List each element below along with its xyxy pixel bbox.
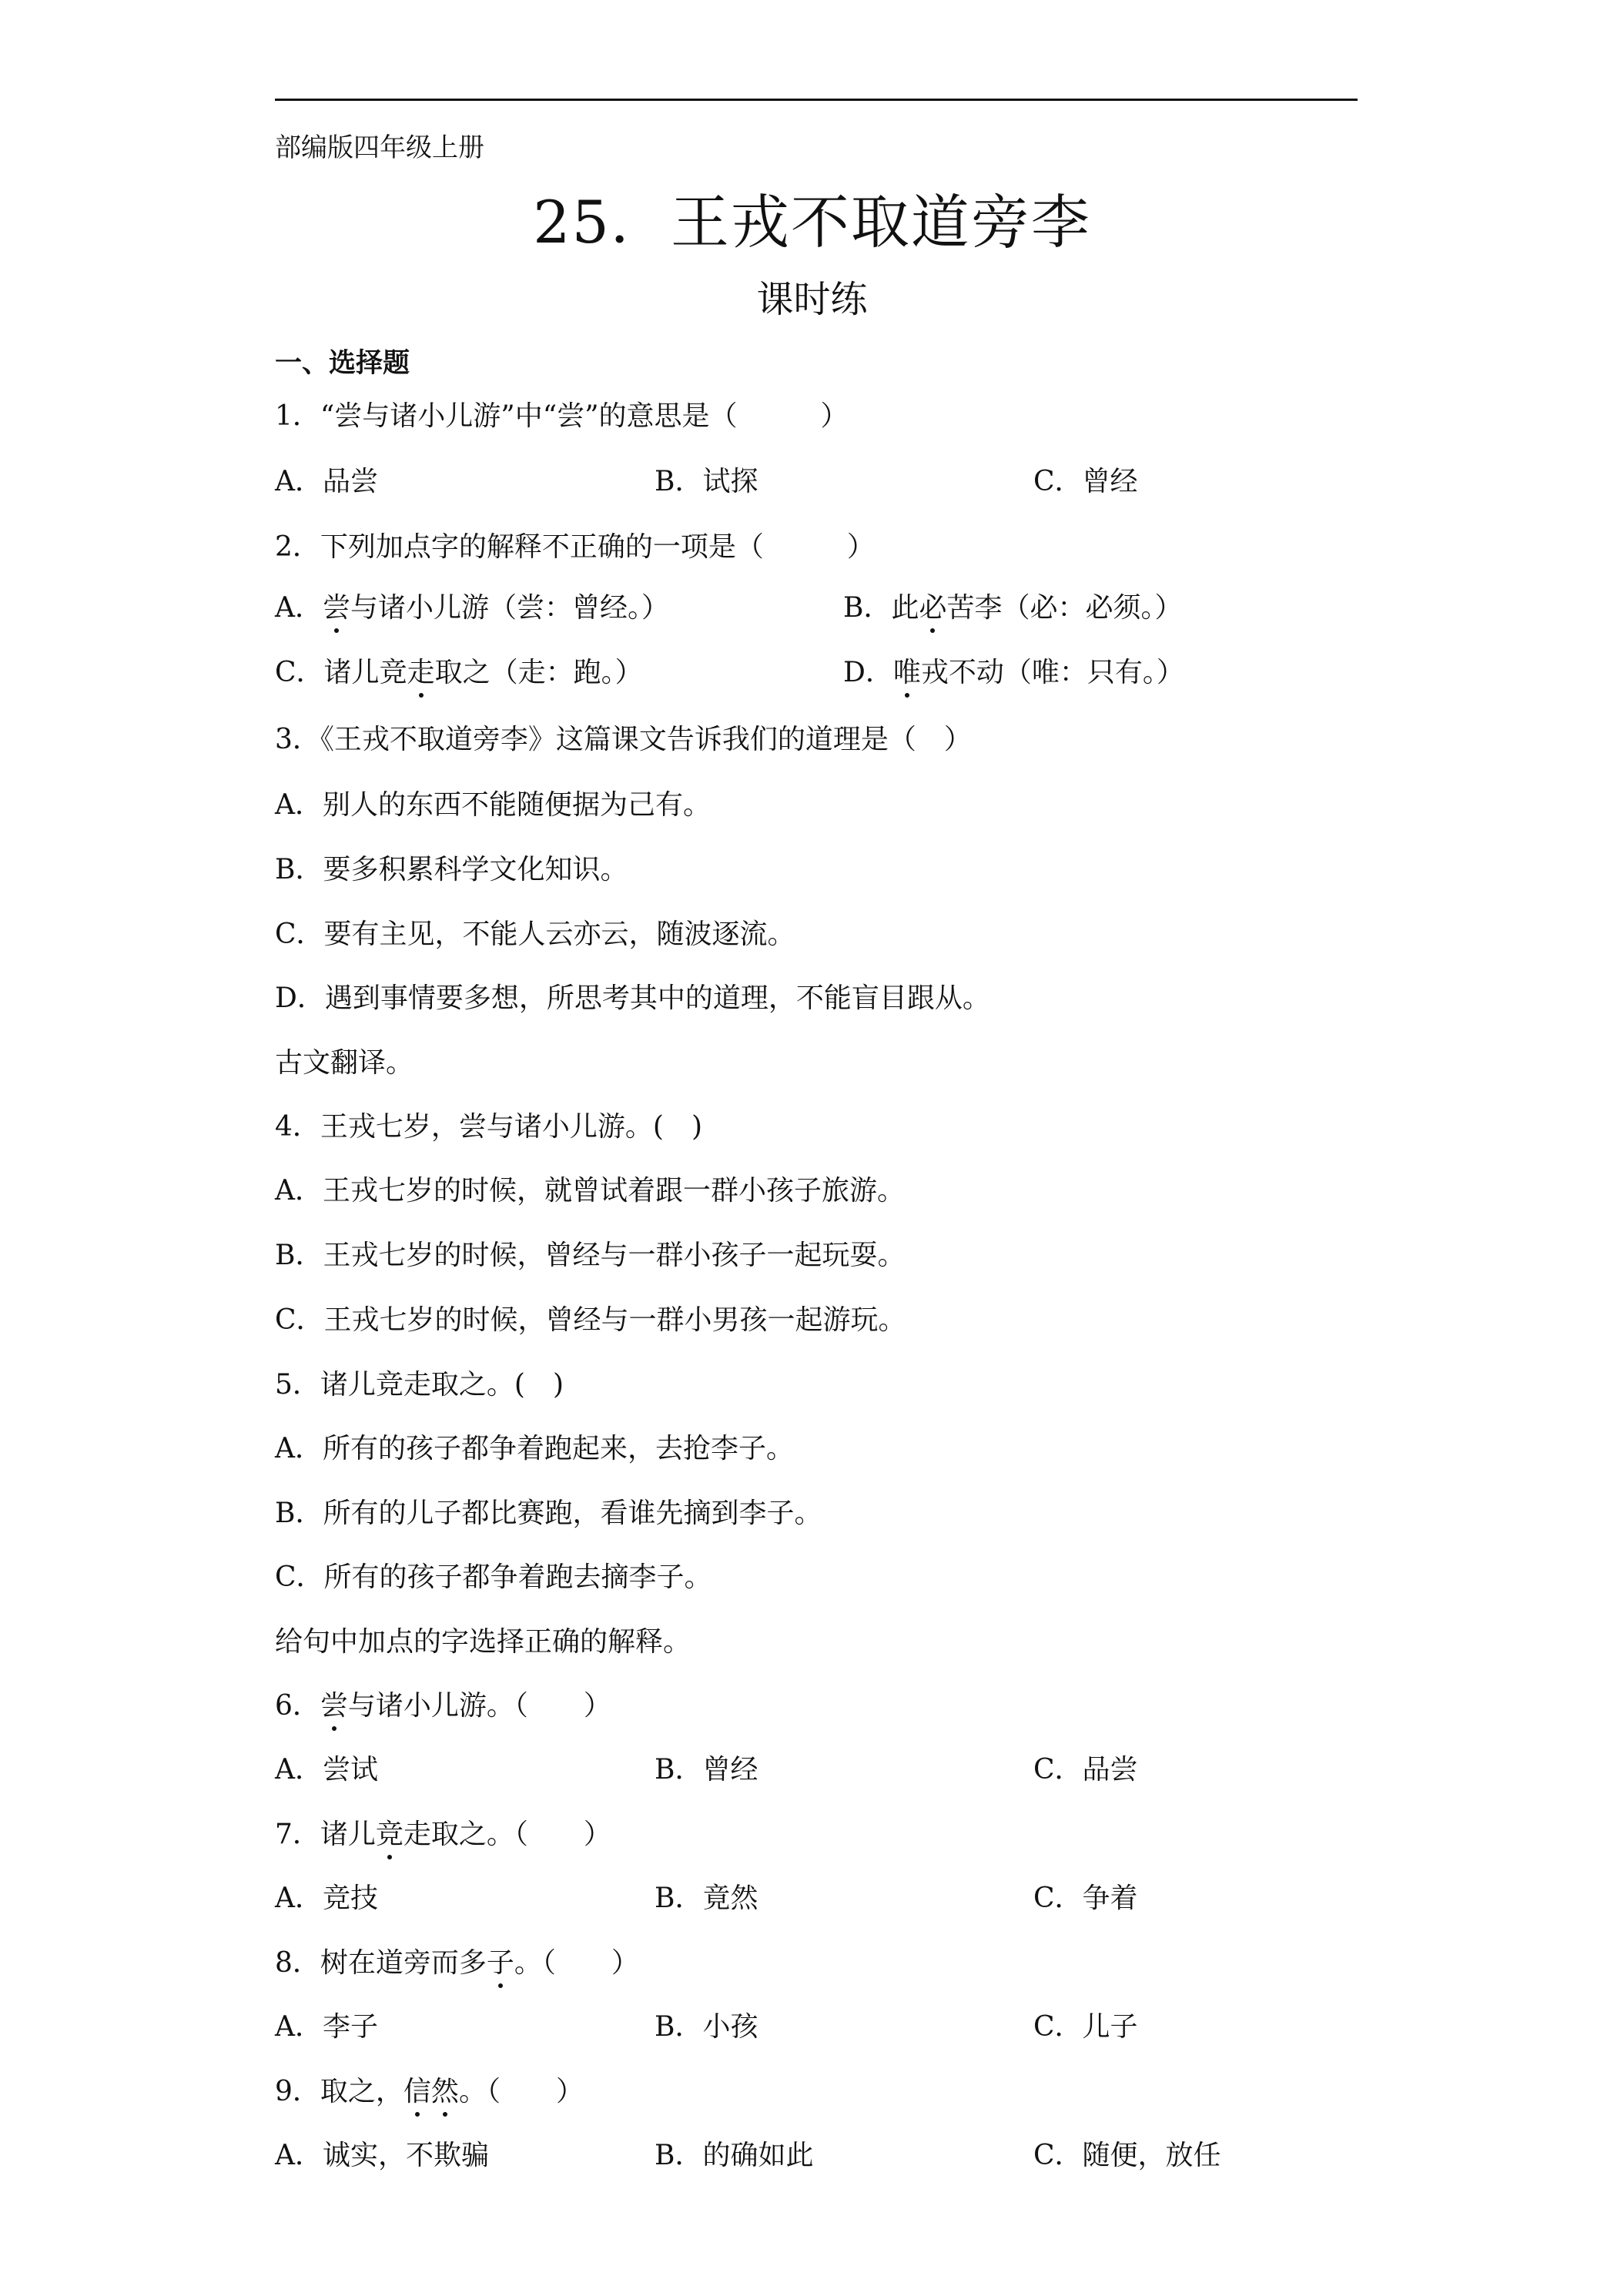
q2-stem: 2．下列加点字的解释不正确的一项是（ ） bbox=[275, 531, 875, 563]
q1-option-b: B．试探 bbox=[655, 466, 758, 497]
page-subtitle: 课时练 bbox=[756, 278, 868, 321]
q3-option-d: D．遇到事情要多想，所思考其中的道理，不能盲目跟从。 bbox=[275, 982, 990, 1014]
q7-stem: 7．诸儿竞走取之。（ ） bbox=[275, 1812, 611, 1852]
q2-option-d: D．唯戎不动（唯：只有。） bbox=[843, 651, 1184, 690]
q9-option-b: B．的确如此 bbox=[655, 2140, 814, 2171]
q2-d-dotted-char: 唯 bbox=[893, 651, 921, 690]
q7-option-c: C．争着 bbox=[1033, 1883, 1138, 1914]
q6-option-c: C．品尝 bbox=[1033, 1754, 1138, 1786]
q2-b-dotted-char: 必 bbox=[919, 586, 946, 625]
q1-stem: 1．“尝与诸小儿游”中“尝”的意思是（ ） bbox=[275, 400, 849, 432]
section-heading: 一、选择题 bbox=[275, 348, 410, 379]
translate-heading: 古文翻译。 bbox=[275, 1047, 414, 1079]
q3-option-c: C．要有主见，不能人云亦云，随波逐流。 bbox=[275, 919, 795, 950]
q9-stem: 9．取之，信然。（ ） bbox=[275, 2070, 584, 2109]
q9-option-a: A．诚实，不欺骗 bbox=[275, 2140, 489, 2171]
q8-stem: 8．树在道旁而多子。（ ） bbox=[275, 1941, 639, 1980]
q6-option-a: A．尝试 bbox=[275, 1754, 378, 1786]
q3-option-b: B．要多积累科学文化知识。 bbox=[275, 854, 628, 885]
q2-option-b: B．此必苦李（必：必须。） bbox=[843, 586, 1183, 625]
q2-c-dotted-char: 走 bbox=[407, 651, 435, 690]
q4-option-a: A．王戎七岁的时候，就曾试着跟一群小孩子旅游。 bbox=[275, 1175, 905, 1207]
header-rule bbox=[275, 99, 1358, 101]
page-title: 25．王戎不取道旁李 bbox=[533, 188, 1091, 256]
q3-stem: 3．《王戎不取道旁李》这篇课文告诉我们的道理是（ ） bbox=[275, 724, 972, 755]
q7-option-b: B．竟然 bbox=[655, 1883, 758, 1914]
q6-option-b: B．曾经 bbox=[655, 1754, 758, 1786]
q4-option-b: B．王戎七岁的时候，曾经与一群小孩子一起玩耍。 bbox=[275, 1240, 906, 1271]
q1-option-a: A．品尝 bbox=[275, 466, 378, 497]
q1-option-c: C．曾经 bbox=[1033, 466, 1138, 497]
q8-dotted-char: 子 bbox=[487, 1941, 514, 1980]
q8-option-b: B．小孩 bbox=[655, 2011, 758, 2043]
q5-option-c: C．所有的孩子都争着跑去摘李子。 bbox=[275, 1561, 712, 1593]
q9-dotted-char-1: 信 bbox=[403, 2070, 431, 2109]
q5-option-a: A．所有的孩子都争着跑起来，去抢李子。 bbox=[275, 1433, 794, 1464]
q8-option-a: A．李子 bbox=[275, 2011, 378, 2043]
q4-option-c: C．王戎七岁的时候，曾经与一群小男孩一起游玩。 bbox=[275, 1304, 906, 1336]
q5-stem: 5．诸儿竞走取之。( ) bbox=[275, 1369, 564, 1401]
q9-dotted-char-2: 然 bbox=[431, 2070, 459, 2109]
q6-dotted-char: 尝 bbox=[320, 1684, 348, 1723]
course-label: 部编版四年级上册 bbox=[275, 132, 484, 163]
q2-a-dotted-char: 尝 bbox=[323, 586, 350, 625]
q7-option-a: A．竞技 bbox=[275, 1883, 378, 1914]
q9-option-c: C．随便，放任 bbox=[1033, 2140, 1221, 2171]
q4-stem: 4．王戎七岁，尝与诸小儿游。( ) bbox=[275, 1111, 702, 1143]
q6-stem: 6．尝与诸小儿游。（ ） bbox=[275, 1684, 611, 1723]
dot-heading: 给句中加点的字选择正确的解释。 bbox=[275, 1626, 691, 1658]
q7-dotted-char: 竞 bbox=[376, 1812, 403, 1852]
q2-option-a: A．尝与诸小儿游（尝：曾经。） bbox=[275, 586, 669, 625]
q2-option-c: C．诸儿竞走取之（走：跑。） bbox=[275, 651, 643, 690]
q8-option-c: C．儿子 bbox=[1033, 2011, 1138, 2043]
q3-option-a: A．别人的东西不能随便据为己有。 bbox=[275, 789, 711, 821]
q5-option-b: B．所有的儿子都比赛跑，看谁先摘到李子。 bbox=[275, 1498, 822, 1529]
